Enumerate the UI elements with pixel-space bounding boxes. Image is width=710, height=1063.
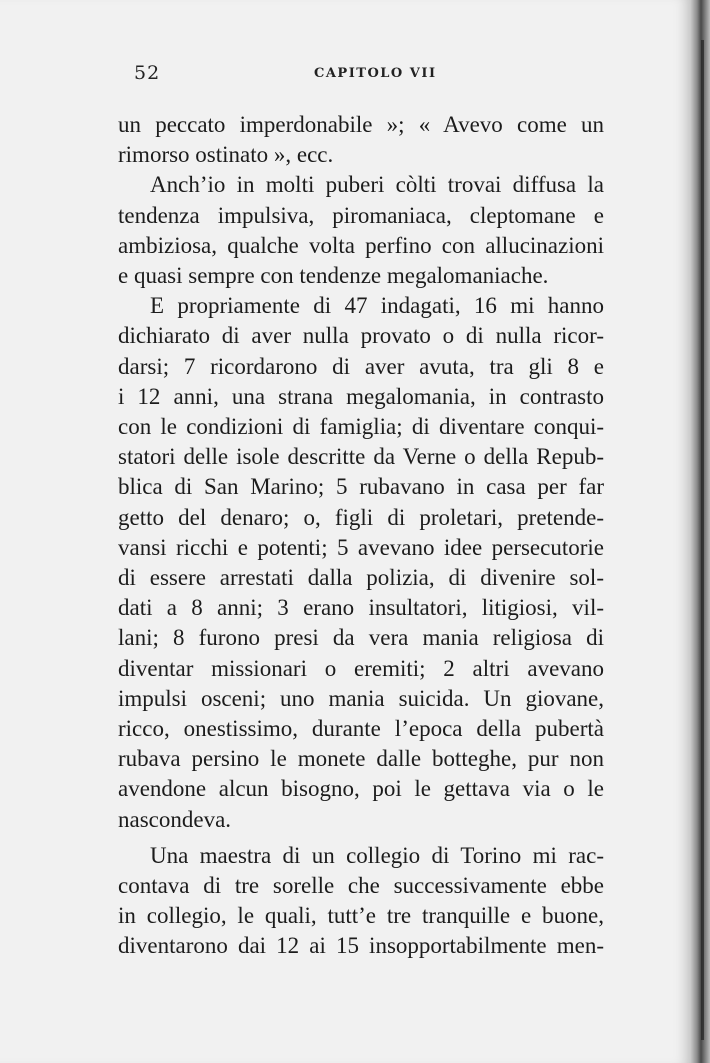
text-line: dati a 8 anni; 3 erano insultatori, litigiosi, vil- [118, 595, 604, 621]
text-line: getto del denaro; o, figli di proletari, pretende- [118, 504, 604, 530]
text-line: ricco, onestissimo, durante l’epoca della pubertà [118, 716, 604, 742]
paragraph-3 [118, 291, 604, 835]
text-line: tendenza impulsiva, piromaniaca, cleptomane e [118, 202, 604, 228]
body-text [118, 110, 604, 962]
text-line: i 12 anni, una strana megalomania, in contrasto [118, 383, 604, 409]
text-line: lani; 8 furono presi da vera mania religiosa di [118, 625, 604, 651]
paragraph-4 [118, 841, 604, 962]
paragraph-2 [118, 170, 604, 291]
text-line: vansi ricchi e potenti; 5 avevano idee persecutorie [118, 534, 604, 560]
text-line: di essere arrestati dalla polizia, di divenire sol- [118, 565, 604, 591]
book-spine-shadow [690, 0, 710, 1063]
text-line: ambiziosa, qualche volta perfino con allucinazioni [118, 232, 604, 258]
text-line: rimorso ostinato », ecc. [118, 142, 334, 168]
text-line: contava di tre sorelle che successivamente ebbe [118, 873, 604, 899]
text-line: darsi; 7 ricordarono di aver avuta, tra gli 8 e [118, 353, 604, 379]
text-line: e quasi sempre con tendenze megalomaniache. [118, 263, 549, 289]
text-line: blica di San Marino; 5 rubavano in casa per far [118, 474, 604, 500]
text-line: nascondeva. [118, 806, 232, 832]
text-line: un peccato imperdonabile »; « Avevo come un [118, 112, 604, 137]
text-line: dichiarato di aver nulla provato o di nulla ricor- [118, 323, 604, 349]
text-line: Una maestra di un collegio di Torino mi rac- [150, 842, 604, 868]
page-number: 52 [134, 62, 161, 84]
text-line: rubava persino le monete dalle botteghe, pur non [118, 746, 604, 772]
text-line: con le condizioni di famiglia; di diventare conqui- [118, 414, 604, 440]
text-line: E propriamente di 47 indagati, 16 mi hanno [150, 293, 604, 319]
paragraph-1 [118, 110, 604, 170]
text-line: impulsi osceni; uno mania suicida. Un giovane, [118, 685, 604, 711]
running-head: CAPITOLO VII [314, 66, 437, 81]
text-line: diventar missionari o eremiti; 2 altri avevano [118, 655, 604, 681]
text-line: statori delle isole descritte da Verne o della Repub- [118, 444, 604, 470]
text-line: diventarono dai 12 ai 15 insopportabilmente men- [118, 933, 604, 959]
text-line: avendone alcun bisogno, poi le gettava via o le [118, 776, 604, 802]
text-line: Anch’io in molti puberi còlti trovai diffusa la [150, 172, 604, 198]
text-line: in collegio, le quali, tutt’e tre tranquille e buone, [118, 903, 604, 929]
page-header [0, 62, 690, 92]
page-edge-line [701, 40, 704, 1040]
